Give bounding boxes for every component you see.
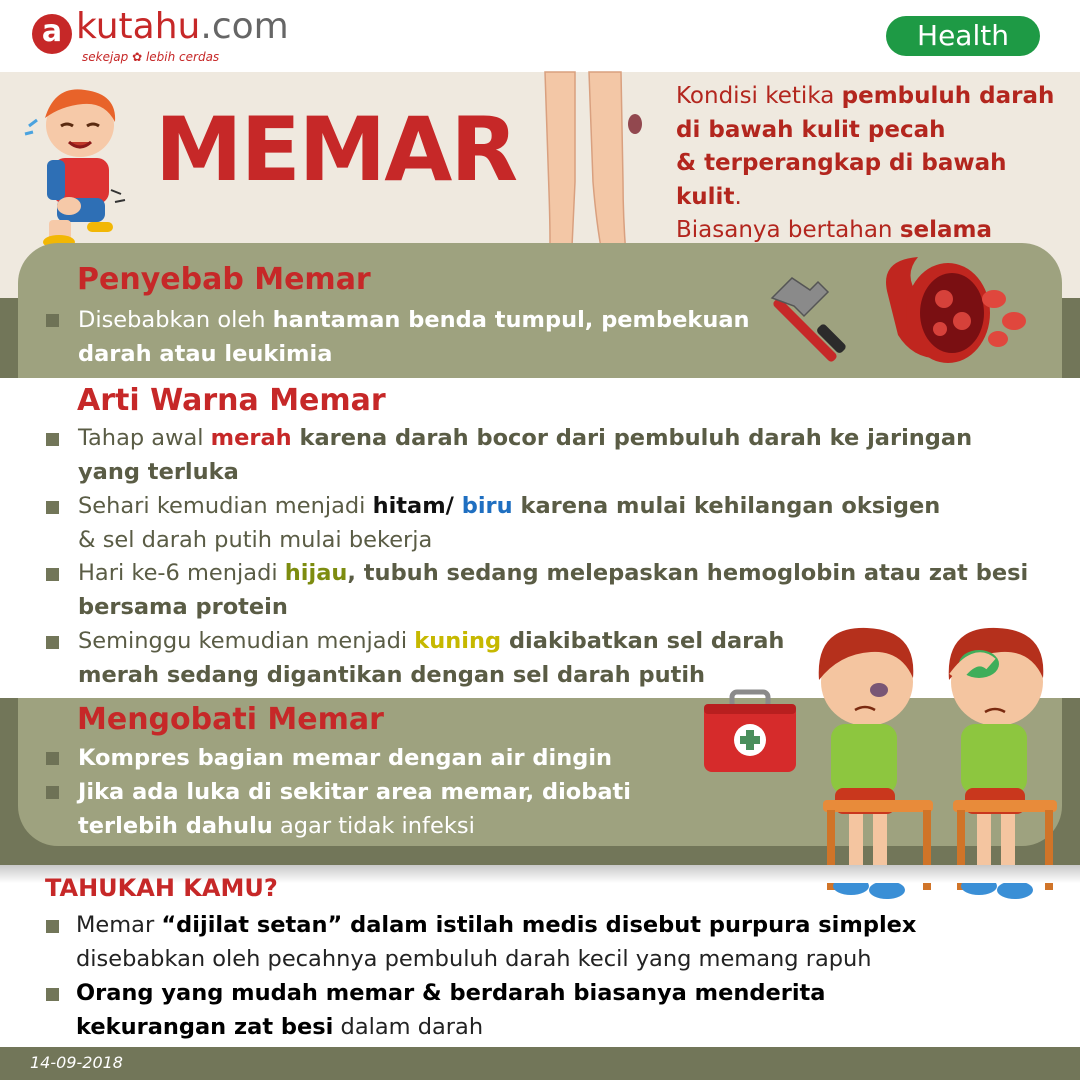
warna-item-4: Seminggu kemudian menjadi kuning diakibatkan sel darah (78, 628, 785, 654)
definition-text: Kondisi ketika pembuluh darah di bawah kulit pecah & terperangkap di bawah kulit. Biasanya bertahan selama (676, 83, 1055, 243)
footer-bar (0, 1047, 1080, 1080)
bullet-icon (46, 920, 59, 933)
bullet-icon (46, 988, 59, 1001)
tahukah-line-2: disebabkan oleh pecahnya pembuluh darah kecil yang memang rapuh (76, 946, 872, 972)
bullet-icon (46, 786, 59, 799)
bullet-icon (46, 752, 59, 765)
penyebab-line-2: darah atau leukimia (78, 341, 333, 367)
bullet-icon (46, 501, 59, 514)
warna-item-1: Tahap awal merah karena darah bocor dari pembuluh darah ke jaringan (78, 425, 973, 451)
penyebab-line-1: Disebabkan oleh hantaman benda tumpul, pembekuan (78, 307, 750, 333)
bullet-icon (46, 433, 59, 446)
crying-boy-illustration (25, 80, 135, 250)
warna-title: Arti Warna Memar (77, 383, 386, 418)
publish-date: 14-09-2018 (30, 1053, 123, 1072)
warna-item-2-cont: & sel darah putih mulai bekerja (78, 527, 433, 553)
warna-item-3-cont: bersama protein (78, 594, 288, 620)
penyebab-title: Penyebab Memar (77, 262, 371, 297)
blood-vessel-illustration (878, 255, 1033, 370)
obat-title: Mengobati Memar (77, 702, 384, 737)
bullet-icon (46, 568, 59, 581)
warna-item-2: Sehari kemudian menjadi hitam/ biru karena mulai kehilangan oksigen (78, 493, 941, 519)
tahukah-line-3: Orang yang mudah memar & berdarah biasanya menderita (76, 980, 826, 1006)
obat-line-3: terlebih dahulu agar tidak infeksi (78, 813, 475, 839)
tahukah-line-1: Memar “dijilat setan” dalam istilah medis disebut purpura simplex (76, 912, 917, 938)
tahukah-title: TAHUKAH KAMU? (45, 874, 278, 902)
logo-mark: a (32, 14, 72, 54)
warna-item-1-cont: yang terluka (78, 459, 239, 485)
page-title: MEMAR (155, 98, 517, 201)
category-badge[interactable]: Health (886, 16, 1040, 56)
logo-wordmark: kutahu.com (76, 6, 289, 47)
logo-tagline: sekejap ✿ lebih cerdas (82, 50, 220, 64)
bullet-icon (46, 636, 59, 649)
obat-line-2: Jika ada luka di sekitar area memar, diobati (78, 779, 632, 805)
obat-line-1: Kompres bagian memar dengan air dingin (78, 745, 613, 771)
warna-item-3: Hari ke-6 menjadi hijau, tubuh sedang melepaskan hemoglobin atau zat besi (78, 560, 1029, 586)
header (0, 0, 1080, 72)
first-aid-kit-icon (702, 690, 798, 774)
warna-item-4-cont: merah sedang digantikan dengan sel darah putih (78, 662, 706, 688)
bullet-icon (46, 314, 59, 327)
hammer-icon (770, 270, 865, 360)
tahukah-line-4: kekurangan zat besi dalam darah (76, 1014, 484, 1040)
